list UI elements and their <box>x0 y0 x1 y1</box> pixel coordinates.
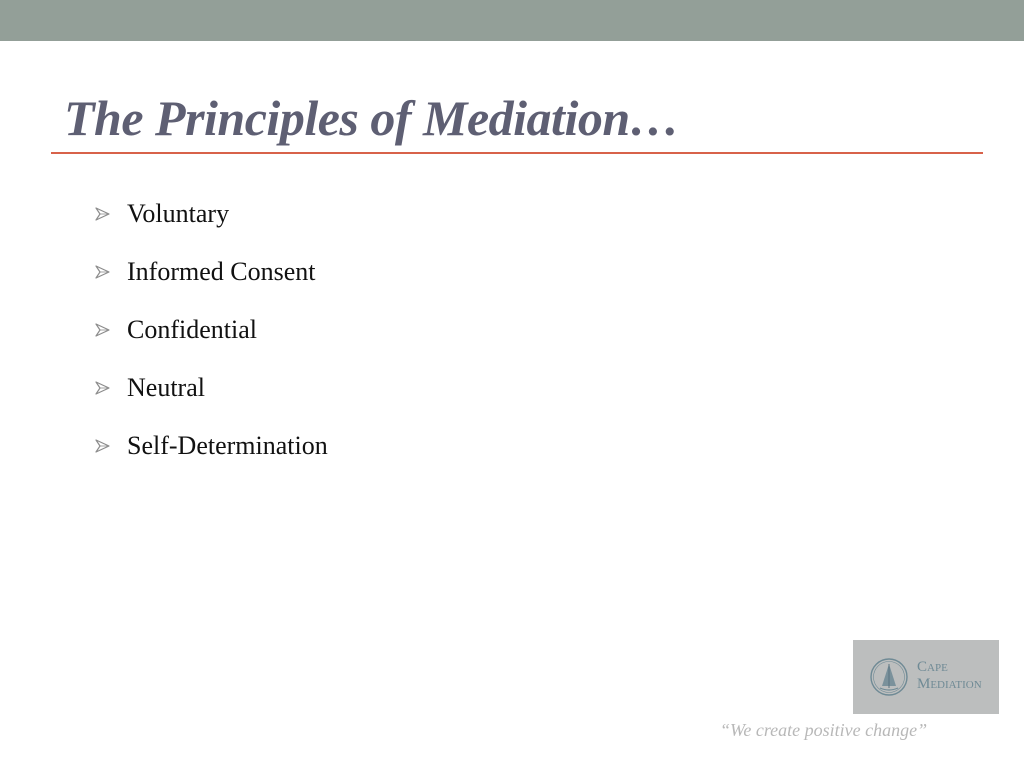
arrow-bullet-icon <box>92 436 112 456</box>
logo-line-1: Cape <box>917 659 948 675</box>
sailboat-emblem-icon <box>868 656 910 698</box>
bullet-text: Confidential <box>127 315 257 344</box>
list-item <box>92 428 328 464</box>
principles-list <box>92 196 328 486</box>
title-underline <box>51 152 983 154</box>
bullet-text: Voluntary <box>127 199 230 228</box>
logo-line-2: Mediation <box>917 676 982 692</box>
company-logo <box>853 640 999 714</box>
arrow-bullet-icon <box>92 262 112 282</box>
bullet-text: Self-Determination <box>127 431 328 460</box>
bullet-text: Neutral <box>127 373 205 402</box>
list-item <box>92 370 328 406</box>
list-item <box>92 254 328 290</box>
arrow-bullet-icon <box>92 378 112 398</box>
arrow-bullet-icon <box>92 204 112 224</box>
arrow-bullet-icon <box>92 320 112 340</box>
list-item <box>92 196 328 232</box>
bullet-text: Informed Consent <box>127 257 316 286</box>
top-header-band <box>0 0 1024 41</box>
list-item <box>92 312 328 348</box>
tagline: “We create positive change” <box>720 720 928 740</box>
slide-title: The Principles of Mediation… <box>64 90 680 146</box>
